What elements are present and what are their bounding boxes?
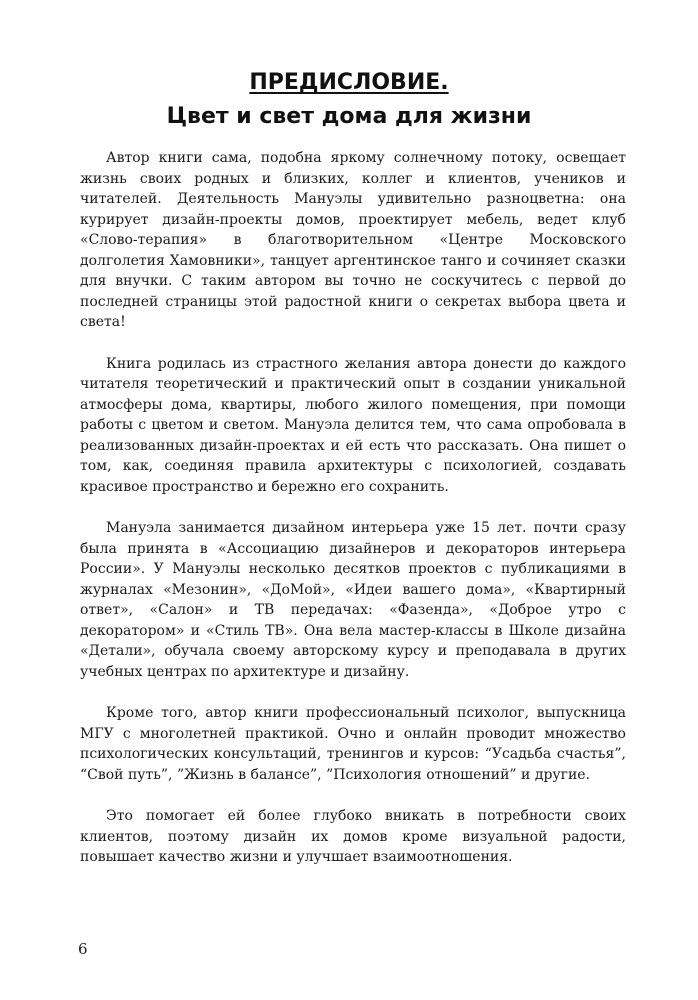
paragraph: Мануэла занимается дизайном интерьера уже 15 лет. почти сразу была принята в «Ассоциацию дизайнеров и декораторов интерьера России». У Мануэлы несколько десятков проектов с публикациями в журналах «Мезонин», «ДоМой», «Идеи вашего дома», «Квартирный ответ», «Салон» и ТВ передачах: «Фазенда», «Доброе утро с декоратором» и «Стиль ТВ». Она вела мастер-классы в Школе дизайна «Детали», обучала своему авторскому курсу и преподавала в других учебных центрах по архитектуре и дизайну. [80,520,626,680]
body-text [80,148,626,889]
page-number: 6 [78,940,88,958]
paragraph: Это помогает ей более глубоко вникать в потребности своих клиентов, поэтому дизайн их домов кроме визуальной радости, повышает качество жизни и улучшает взаимоотношения. [80,808,626,865]
paragraph: Книга родилась из страстного желания автора донести до каждого читателя теоретический и практический опыт в создании уникальной атмосферы дома, квартиры, любого жилого помещения, при помощи работы с цветом и светом. Мануэла делится тем, что сама опробовала в реализованных дизайн-проектах и ей есть что рассказать. Она пишет о том, как, соединяя правила архитектуры с психологией, создавать красивое пространство и бережно его сохранить. [80,355,626,495]
chapter-title: ПРЕДИСЛОВИЕ. [249,70,449,95]
paragraph: Кроме того, автор книги профессиональный психолог, выпускница МГУ с многолетней практикой. Очно и онлайн проводит множество психологических консультаций, тренингов и курсов: “Усадьба счастья”, “Свой путь”, ”Жизнь в балансе”, ”Психология отношений” и другие. [80,705,626,783]
paragraph: Автор книги сама, подобна яркому солнечному потоку, освещает жизнь своих родных и близких, коллег и клиентов, учеников и читателей. Деятельность Мануэлы удивительно разноцветна: она курирует дизайн-проекты домов, проектирует мебель, ведет клуб «Слово-терапия» в благотворительном «Центре Московского долголетия Хамовники», танцует аргентинское танго и сочиняет сказки для внучки. С таким автором вы точно не соскучитесь с первой до последней страницы этой радостной книги о секретах выбора цвета и света! [80,150,626,330]
chapter-subtitle: Цвет и свет дома для жизни [166,104,532,129]
